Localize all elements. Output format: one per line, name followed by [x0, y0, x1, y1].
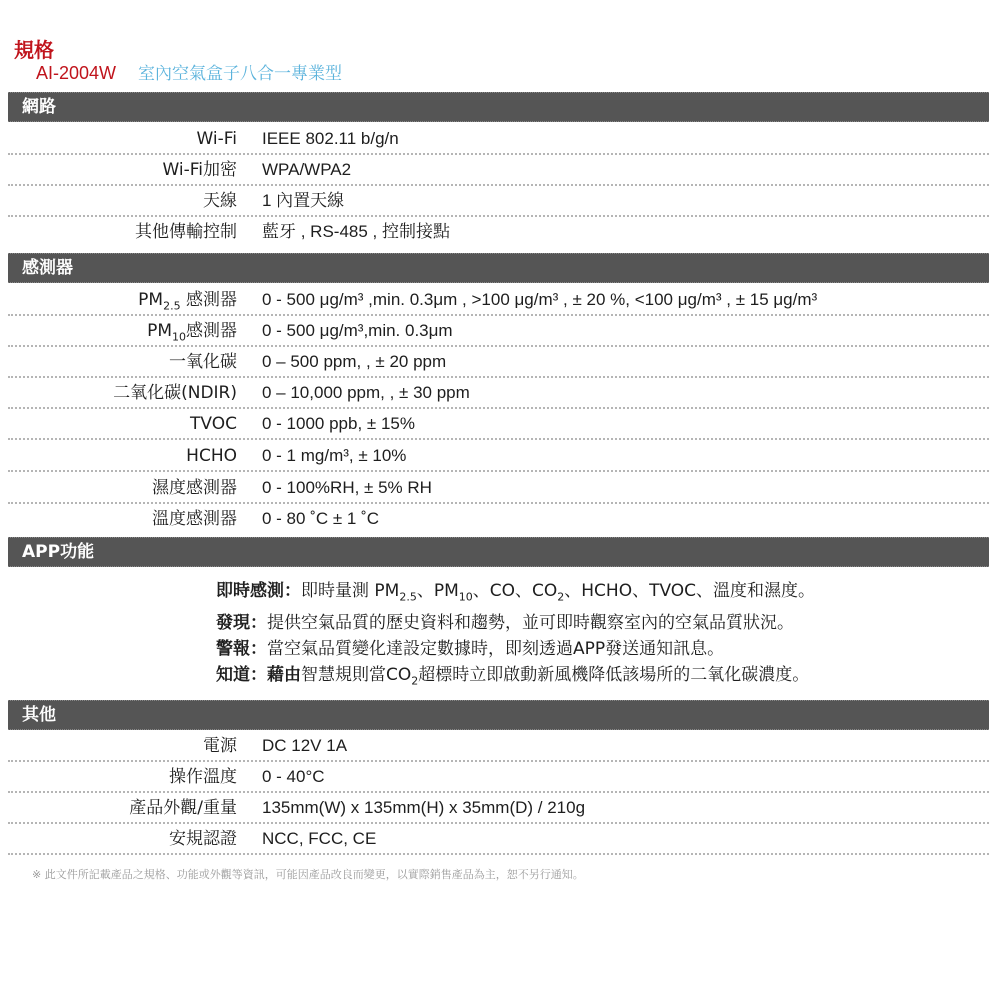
section-title: APP功能 — [22, 542, 95, 562]
spec-label: 溫度感測器 — [152, 509, 237, 529]
spec-row-co2 — [8, 378, 989, 409]
spec-label: 天線 — [203, 191, 237, 211]
spec-label: 其他傳輸控制 — [135, 222, 237, 242]
spec-row-antenna — [8, 186, 989, 217]
spec-label: HCHO — [186, 446, 237, 466]
section-header-sensors — [8, 253, 989, 283]
model-number: AI-2004W — [36, 63, 117, 83]
title-subline — [36, 62, 342, 85]
spec-value: 0 - 80 ˚C ± 1 ˚C — [262, 509, 380, 528]
spec-label: 電源 — [203, 736, 237, 756]
spec-row-wifi — [8, 124, 989, 155]
section-title: 網路 — [22, 97, 56, 117]
section-header-app — [8, 537, 989, 567]
spec-value: 0 – 500 ppm, , ± 20 ppm — [262, 352, 447, 371]
app-feature-know: 知道：藉由智慧規則當$CO_2$超標時立即啟動新風機降低該場所的二氧化碳濃度。 — [216, 665, 810, 688]
spec-value: 135mm(W) x 135mm(H) x 35mm(D) / 210g — [262, 798, 586, 817]
spec-value: 藍牙 , RS-485 , 控制接點 — [262, 222, 450, 241]
disclaimer-footnote: ※ 此文件所記載產品之規格、功能或外觀等資訊，可能因產品改良而變更，以實際銷售產品為主，恕不另行通知。 — [32, 868, 584, 881]
spec-value: 0 - 100%RH, ± 5% RH — [262, 478, 432, 497]
spec-row-pm25 — [8, 285, 989, 316]
spec-value: 0 - 1 mg/m³, ± 10% — [262, 446, 407, 465]
spec-row-power — [8, 731, 989, 762]
spec-row-hcho — [8, 441, 989, 472]
spec-value: WPA/WPA2 — [262, 160, 352, 179]
spec-value: 0 - 500 μg/m³,min. 0.3μm — [262, 321, 453, 340]
spec-value: 0 – 10,000 ppm, , ± 30 ppm — [262, 383, 470, 402]
spec-value: DC 12V 1A — [262, 736, 348, 755]
spec-row-wifi-encryption — [8, 155, 989, 186]
spec-value: NCC, FCC, CE — [262, 829, 377, 848]
spec-value: IEEE 802.11 b/g/n — [262, 129, 399, 148]
spec-row-humidity — [8, 473, 989, 504]
spec-row-co — [8, 347, 989, 378]
spec-label: TVOC — [190, 414, 237, 434]
app-feature-realtime: 即時感測：即時量測 $PM_{2.5}$、$PM_{10}$、CO、$CO_2$、HCHO、TVOC、溫度和濕度。 — [216, 581, 816, 604]
spec-row-operating-temp — [8, 762, 989, 793]
section-header-network — [8, 92, 989, 122]
app-features — [216, 578, 815, 695]
spec-label: 二氧化碳(NDIR) — [113, 383, 237, 403]
spec-label: 濕度感測器 — [152, 478, 237, 498]
spec-heading: 規格 — [14, 38, 54, 62]
spec-label: 一氧化碳 — [169, 352, 237, 372]
spec-label: Wi-Fi — [196, 129, 237, 149]
spec-value: 0 - 40°C — [262, 767, 325, 786]
spec-value: 1 內置天線 — [262, 191, 345, 210]
section-title: 感測器 — [22, 258, 73, 278]
spec-value: 0 - 500 μg/m³ ,min. 0.3μm , >100 μg/m³ , ± 20 %, <100 μg/m³ , ± 15 μg/m³ — [262, 290, 818, 309]
spec-label: 產品外觀/重量 — [129, 798, 237, 818]
spec-row-certification — [8, 824, 989, 855]
spec-row-tvoc — [8, 409, 989, 440]
spec-row-pm10 — [8, 316, 989, 347]
app-feature-alert: 警報：當空氣品質變化達設定數據時，即刻透過APP發送通知訊息。 — [216, 639, 725, 660]
product-name: 室內空氣盒子八合一專業型 — [138, 64, 343, 84]
spec-label: $PM_{2.5}$ 感測器 — [138, 290, 237, 313]
spec-row-temperature — [8, 504, 989, 535]
section-title: 其他 — [22, 705, 56, 725]
spec-label: 安規認證 — [169, 829, 237, 849]
title-block — [14, 38, 343, 84]
spec-label: Wi-Fi加密 — [162, 160, 237, 180]
spec-row-other-transmission — [8, 217, 989, 248]
spec-value: 0 - 1000 ppb, ± 15% — [262, 414, 415, 433]
spec-label: 操作溫度 — [169, 767, 237, 787]
spec-row-dimensions-weight — [8, 793, 989, 824]
spec-label: $PM_{10}$感測器 — [147, 321, 237, 344]
app-feature-discover: 發現：提供空氣品質的歷史資料和趨勢，並可即時觀察室內的空氣品質狀況。 — [216, 613, 794, 634]
section-header-other — [8, 700, 989, 730]
